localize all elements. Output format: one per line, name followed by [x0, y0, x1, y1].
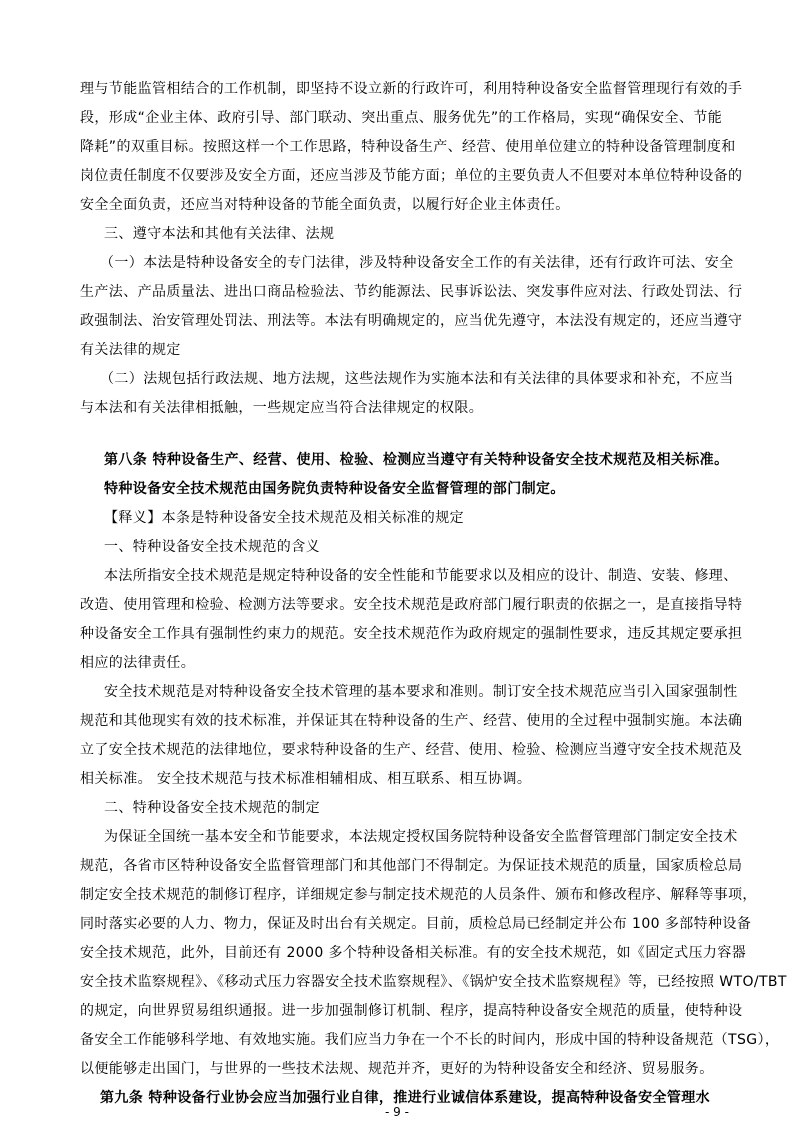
page-number: - 9 - — [385, 1105, 409, 1119]
paragraph-line: 有关法律的规定 — [80, 342, 181, 358]
paragraph-line: 改造、使用管理和检验、检测方法等要求。安全技术规范是政府部门履行职责的依据之一，是直接指导特 — [80, 597, 743, 613]
paragraph-line: 为保证全国统一基本安全和节能要求，本法规定授权国务院特种设备安全监督管理部门制定安全技术 — [104, 829, 738, 845]
section-heading: 二、特种设备安全技术规范的制定 — [104, 800, 320, 816]
paragraph-line: 安全全面负责，还应当对特种设备的节能全面负责，以履行好企业主体责任。 — [80, 197, 570, 213]
paragraph-line: 岗位责任制度不仅要涉及安全方面，还应当涉及节能方面；单位的主要负责人不但要对本单位特种设备的 — [80, 168, 743, 184]
paragraph-line: 段，形成“企业主体、政府引导、部门联动、突出重点、服务优先”的工作格局，实现“确保安全、节能 — [80, 110, 723, 126]
article-8-heading-cont: 特种设备安全技术规范由国务院负责特种设备安全监督管理的部门制定。 — [104, 481, 565, 497]
paragraph-line: 安全技术监察规程》、《移动式压力容器安全技术监察规程》、《锅炉安全技术监察规程》等，已经按照 WTO/TBT — [80, 974, 787, 990]
paragraph-line: 种设备安全工作具有强制性约束力的规范。安全技术规范作为政府规定的强制性要求，违反其规定要承担 — [80, 626, 743, 642]
paragraph-line: 安全技术规范是对特种设备安全技术管理的基本要求和准则。制订安全技术规范应当引入国家强制性 — [104, 684, 738, 700]
paragraph-line: （二）法规包括行政法规、地方法规，这些法规作为实施本法和有关法律的具体要求和补充，不应当 — [100, 371, 734, 387]
paragraph-line: 安全技术规范，此外，目前还有 2000 多个特种设备相关标准。有的安全技术规范，如《固定式压力容器 — [80, 945, 747, 961]
paragraph-line: 备安全工作能够科学地、有效地实施。我们应当力争在一个不长的时间内，形成中国的特种设备规范（TSG）， — [80, 1032, 780, 1048]
paragraph-line: 与本法和有关法律相抵触，一些规定应当符合法律规定的权限。 — [80, 400, 484, 416]
paragraph-line: 相关标准。 安全技术规范与技术标准相辅相成、相互联系、相互协调。 — [80, 771, 532, 787]
paragraph-line: 本法所指安全技术规范是规定特种设备的安全性能和节能要求以及相应的设计、制造、安装、修理、 — [104, 568, 738, 584]
paragraph-line: 同时落实必要的人力、物力，保证及时出台有关规定。目前，质检总局已经制定并公布 100 多部特种设备 — [80, 916, 752, 932]
paragraph-line: 理与节能监管相结合的工作机制，即坚持不设立新的行政许可，利用特种设备安全监督管理现行有效的手 — [80, 81, 743, 97]
paragraph-line: 制定安全技术规范的制修订程序，详细规定参与制定技术规范的人员条件、颁布和修改程序、解释等事项， — [80, 887, 757, 903]
paragraph-line: 规范，各省市区特种设备安全监督管理部门和其他部门不得制定。为保证技术规范的质量，国家质检总局 — [80, 858, 743, 874]
paragraph-line: 立了安全技术规范的法律地位，要求特种设备的生产、经营、使用、检验、检测应当遵守安全技术规范及 — [80, 742, 743, 758]
paragraph-line: 相应的法律责任。 — [80, 655, 196, 671]
paragraph-line: 的规定，向世界贸易组织通报。进一步加强制修订机制、程序，提高特种设备安全规范的质量，使特种设 — [80, 1003, 743, 1019]
paragraph-line: 政强制法、治安管理处罚法、刑法等。本法有明确规定的，应当优先遵守，本法没有规定的，还应当遵守 — [80, 313, 743, 329]
section-heading: 一、特种设备安全技术规范的含义 — [104, 539, 320, 555]
paragraph-line: 以便能够走出国门，与世界的一些技术法规、规范并齐，更好的为特种设备安全和经济、贸易服务。 — [80, 1061, 714, 1077]
paragraph-line: （一）本法是特种设备安全的专门法律，涉及特种设备安全工作的有关法律，还有行政许可法、安全 — [100, 255, 734, 271]
article-9-heading: 第九条 特种设备行业协会应当加强行业自律，推进行业诚信体系建设，提高特种设备安全管理水 — [100, 1090, 711, 1106]
article-8-heading: 第八条 特种设备生产、经营、使用、检验、检测应当遵守有关特种设备安全技术规范及相关标准。 — [104, 452, 729, 468]
paragraph-line: 生产法、产品质量法、进出口商品检验法、节约能源法、民事诉讼法、突发事件应对法、行政处罚法、行 — [80, 284, 743, 300]
section-heading: 三、遵守本法和其他有关法律、法规 — [104, 226, 335, 242]
paragraph-line: 规范和其他现实有效的技术标准，并保证其在特种设备的生产、经营、使用的全过程中强制实施。本法确 — [80, 713, 743, 729]
interpretation-line: 【释义】本条是特种设备安全技术规范及相关标准的规定 — [104, 510, 464, 526]
paragraph-line: 降耗”的双重目标。按照这样一个工作思路，特种设备生产、经营、使用单位建立的特种设备管理制度和 — [80, 139, 736, 155]
